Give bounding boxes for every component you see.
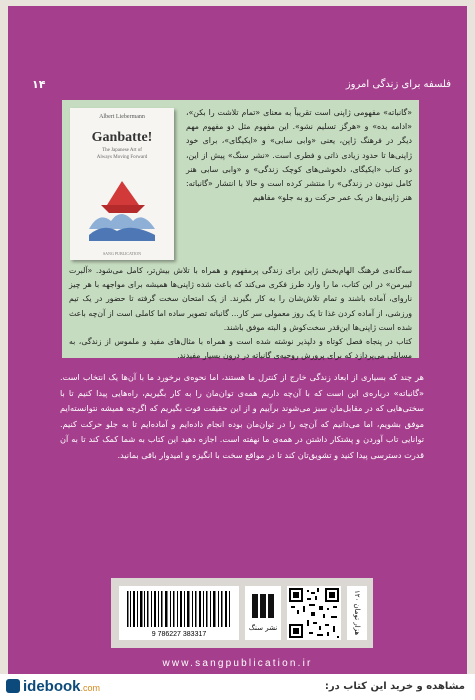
publisher-logo <box>245 586 281 640</box>
series-title: فلسفه برای زندگی امروز <box>345 78 451 90</box>
price-label: ۱۲۰ هزار تومان <box>347 586 367 640</box>
barcode <box>119 586 239 640</box>
footer-banner-text: مشاهده و خرید این کتاب در: <box>324 681 465 692</box>
barcode-bars-icon <box>125 591 233 627</box>
book-back-cover <box>8 6 467 694</box>
inset-book-cover <box>70 108 174 260</box>
qr-code-icon <box>287 586 341 640</box>
description-panel <box>62 100 419 361</box>
back-info-box <box>111 578 373 648</box>
isbn-number: 9 786227 383317 <box>151 631 207 638</box>
panel-text-bottom: سه‌گانه‌ی فرهنگ الهام‌بخش ژاپن برای زندگی پرمفهوم و همراه با تلاش بیش‌تر، کامل می‌شود. «آلبرت لیبرمن» در این کتاب، ما را وارد طرز فکری می‌کند که باعث شده ژاپنی‌ها همیشه برای مواجهه با هر چیز ناروای، آماده باشند و تمام تلاش‌شان را به کار بگیرند. از یک امتحان سخت گرفته تا حضور در یک تیم ورزشی، از آماده کردن غذا تا یک روز معمولی سر کار... گانباته تصویر ساده اما کاملی است از آن‌چه باعث شده است ژاپنی‌ها این‌قدر سخت‌کوش و البته موفق باشند. کتاب در پنجاه فصل کوتاه و دلپذیر نوشته شده است و همراه با مثال‌های مفید و ملموس از زندگی، به مسایلی می‌پردازد که برای پرورش روحیه‌ی گانباته در درون بسیار مفیدند. <box>69 266 412 361</box>
publisher-name: نشر سنگ <box>248 624 278 632</box>
inset-subtitle: The Japanese Art of Always Moving Forward <box>96 148 148 160</box>
page-number: ۱۴ <box>32 77 46 91</box>
paper-boat-wave-illustration <box>87 171 157 241</box>
site-logo-icon <box>6 679 20 693</box>
inset-author: Albert Liebermann <box>99 114 145 120</box>
watermark-footer <box>0 674 475 700</box>
publisher-website: www.sangpublication.ir <box>162 658 313 669</box>
panel-text-top: «گانباته» مفهومی ژاپنی است تقریباً به معنای «تمام تلاشت را بکن»، «ادامه بده» و «هرگز تسلیم نشو». این مفهوم مثل دو مفهوم مهم دیگر در فرهنگ ژاپن، یعنی «وابی سابی» و «ایکیگای»، برای خود ژاپنی‌ها تا حدود زیادی ذاتی و فطری است. «نشر سنگ» پیش از این، دو کتاب «ایکیگای، دلخوشی‌های کوچک زندگی» و «وابی سابی هنر کامل نبودن در زندگی» را منتشر کرده است و حالا با انتشار «گانباته: هنر ژاپنی‌ها در یک عمر حرکت رو به جلو» مفاهیم <box>186 108 412 203</box>
inset-publisher: SANG PUBLICATION <box>102 251 142 256</box>
site-logo[interactable]: idebook.com <box>6 678 100 695</box>
cover-header <box>24 74 451 94</box>
inset-title: Ganbatte! <box>91 130 153 145</box>
books-logo-icon <box>245 594 281 618</box>
cover-body-text: هر چند که بسیاری از ابعاد زندگی خارج از کنترل ما هستند، اما نحوه‌ی برخورد ما با آن‌ها یک انتخاب است. «گانباته» درباره‌ی این است که با آن‌چه داریم همه‌ی توان‌مان را به کار بگیریم، راه‌هایی پیدا کنیم تا با سختی‌هایی که در مقابل‌مان سبز می‌شوند برآییم و از این حقیقت قوت بگیریم که اگرچه همیشه نتوانسته‌ایم موفق بشویم، اما می‌دانیم که آن‌چه را در توان‌مان بوده انجام داده‌ایم و آماده‌ایم تا به جلو حرکت کنیم. توانایی تاب آوردن و پشتکار داشتن در همه‌ی ما نهفته است. اجازه دهید این کتاب به شما کمک کند تا به آن قدرت دسترسی پیدا کنید و تشویق‌تان کند تا در مواقع سخت با انگیزه و امیدوار باقی بمانید. <box>60 372 424 460</box>
qr-code <box>287 586 341 640</box>
